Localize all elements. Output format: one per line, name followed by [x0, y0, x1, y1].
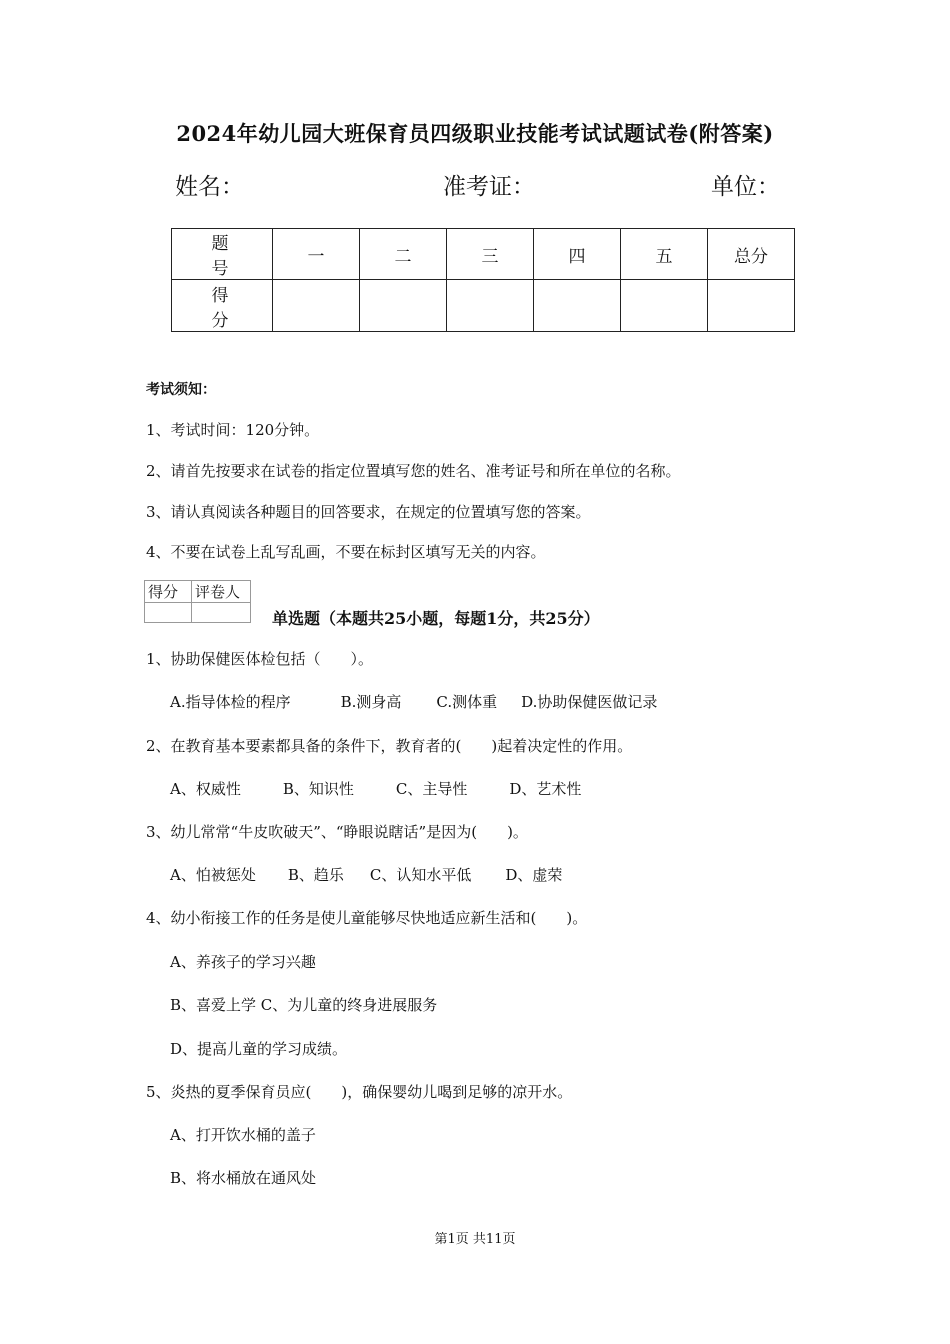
header-cell: 一: [273, 229, 360, 280]
option: B、知识性: [282, 780, 354, 798]
question-option-line: A、养孩子的学习兴趣: [170, 953, 316, 971]
option: C.测体重: [436, 693, 498, 711]
grader-reviewer-cell[interactable]: [192, 603, 251, 623]
document-title: 2024年幼儿园大班保育员四级职业技能考试试题试卷(附答案): [176, 121, 774, 146]
option: D、艺术性: [509, 780, 582, 798]
option: D、虚荣: [505, 866, 563, 884]
option: C、主导性: [395, 780, 468, 798]
header-cell: 二: [360, 229, 447, 280]
grader-reviewer-label: 评卷人: [192, 581, 251, 603]
header-cell: 三: [447, 229, 534, 280]
score-table: [171, 228, 795, 332]
name-label: 姓名：: [175, 174, 244, 200]
question-option-line: D、提高儿童的学习成绩。: [170, 1040, 348, 1058]
question-text: 2、在教育基本要素都具备的条件下，教育者的( )起着决定性的作用。: [146, 737, 633, 755]
score-cell[interactable]: [708, 280, 795, 332]
question-options: [170, 778, 581, 799]
option: D.协助保健医做记录: [521, 693, 658, 711]
exam-id-label: 准考证：: [443, 174, 535, 200]
score-cell[interactable]: [447, 280, 534, 332]
question-text: 1、协助保健医体检包括（ ）。: [146, 650, 374, 668]
option: B.测身高: [340, 693, 402, 711]
header-cell: 总分: [708, 229, 795, 280]
notice-heading: 考试须知：: [146, 382, 216, 398]
score-cell[interactable]: [534, 280, 621, 332]
score-row-label: 得 分: [172, 280, 273, 332]
grader-score-label: 得分: [145, 581, 192, 603]
header-cell: 五: [621, 229, 708, 280]
question-options: [170, 864, 562, 885]
option: A、怕被惩处: [170, 866, 256, 884]
header-cell: 题 号: [172, 229, 273, 280]
notice-item: 3、请认真阅读各种题目的回答要求，在规定的位置填写您的答案。: [146, 503, 591, 521]
option: B、趋乐: [287, 866, 344, 884]
question-options: [170, 691, 657, 712]
question-option-line: B、将水桶放在通风处: [170, 1169, 317, 1187]
option: A、权威性: [170, 780, 241, 798]
question-text: 5、炎热的夏季保育员应( )，确保婴幼儿喝到足够的凉开水。: [146, 1083, 573, 1101]
unit-label: 单位：: [711, 174, 780, 200]
notice-item: 2、请首先按要求在试卷的指定位置填写您的姓名、准考证号和所在单位的名称。: [146, 462, 681, 480]
question-option-line: B、喜爱上学 C、为儿童的终身进展服务: [170, 996, 438, 1014]
option: A.指导体检的程序: [170, 693, 291, 711]
score-cell[interactable]: [621, 280, 708, 332]
page-footer: 第1页 共11页: [434, 1232, 516, 1247]
notice-item: 4、不要在试卷上乱写乱画，不要在标封区填写无关的内容。: [146, 543, 546, 561]
question-text: 3、幼儿常常“牛皮吹破天”、“睁眼说瞎话”是因为( )。: [146, 823, 528, 841]
score-cell[interactable]: [360, 280, 447, 332]
score-cell[interactable]: [273, 280, 360, 332]
option: C、认知水平低: [369, 866, 472, 884]
score-table-header-row: [172, 229, 795, 280]
notice-item: 1、考试时间：120分钟。: [146, 421, 320, 439]
grader-score-cell[interactable]: [145, 603, 192, 623]
question-text: 4、幼小衔接工作的任务是使儿童能够尽快地适应新生活和( )。: [146, 909, 588, 927]
score-table-score-row: [172, 280, 795, 332]
header-cell: 四: [534, 229, 621, 280]
question-option-line: A、打开饮水桶的盖子: [170, 1126, 316, 1144]
section-heading: 单选题（本题共25小题，每题1分，共25分）: [272, 609, 600, 628]
grader-table: [144, 580, 251, 623]
